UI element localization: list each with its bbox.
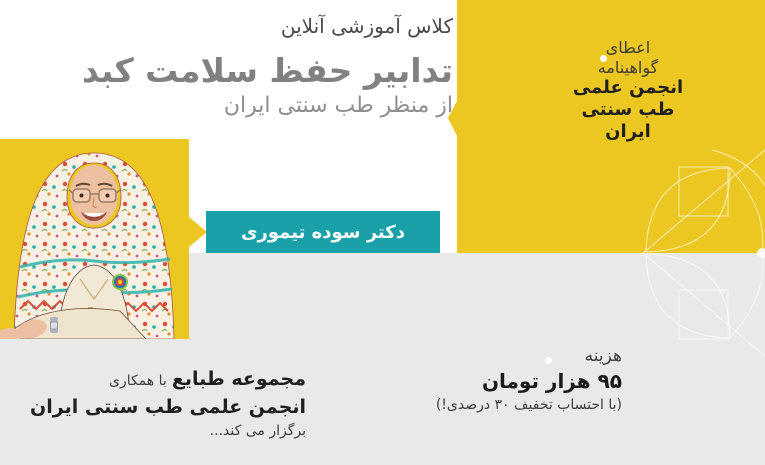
header xyxy=(82,14,453,118)
class-type-label: کلاس آموزشی آنلاین xyxy=(280,14,453,38)
organizer-line-1 xyxy=(30,366,306,394)
poster-subtitle: از منظر طب سنتی ایران xyxy=(223,93,453,119)
speaker-portrait xyxy=(0,139,189,339)
speaker-name: دکتر سوده تیموری xyxy=(241,221,405,243)
speaker-photo xyxy=(0,139,189,339)
certificate-line-1: اعطای xyxy=(605,38,651,57)
poster-title: تدابیر حفظ سلامت کبد xyxy=(81,51,453,90)
price-block xyxy=(436,346,622,413)
certificate-block xyxy=(560,38,696,143)
certificate-line-2: گواهینامه xyxy=(597,57,659,77)
organizer-name: مجموعه طبایع xyxy=(171,368,306,390)
brooch-icon xyxy=(112,274,128,290)
price-discount-note: (با احتساب تخفیف ۳۰ درصدی!) xyxy=(435,397,622,413)
organizer-partner: انجمن علمی طب سنتی ایران xyxy=(30,395,306,418)
price-amount: ۹۵ هزار تومان xyxy=(481,369,622,393)
organizer-verb: برگزار می کند... xyxy=(209,423,306,440)
organizer-block xyxy=(30,366,306,441)
price-label: هزینه xyxy=(584,346,622,366)
organizer-cooperation-label: با همکاری xyxy=(108,373,167,389)
speaker-badge xyxy=(206,211,440,253)
certificate-line-3: انجمن علمی xyxy=(572,77,684,99)
certificate-line-4: طب سنتی ایران xyxy=(581,98,675,142)
badge-arrow-icon xyxy=(189,217,207,247)
